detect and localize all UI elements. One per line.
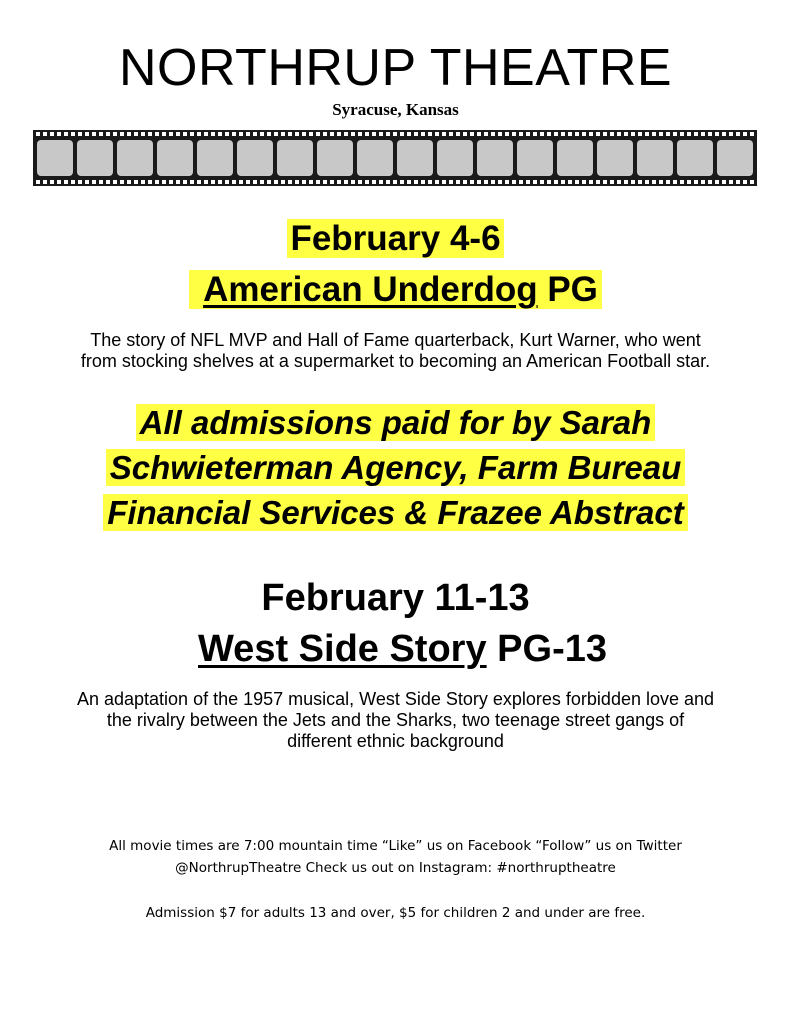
movie-2-description-line: An adaptation of the 1957 musical, West Side Story explores forbidden love and — [76, 689, 715, 709]
movie-1-dates — [0, 215, 791, 263]
film-frame — [597, 140, 633, 176]
movie-1-rating: PG — [547, 270, 598, 309]
movie-2-dates: February 11-13 — [261, 577, 530, 619]
film-frame — [277, 140, 313, 176]
film-frame — [677, 140, 713, 176]
movie-2-description-line: different ethnic background — [287, 731, 504, 751]
film-frame — [37, 140, 73, 176]
footer-social-handles: @NorthrupTheatre Check us out on Instagram: #northruptheatre — [175, 860, 616, 876]
movie-1-dates-text: February 4-6 — [287, 219, 503, 258]
film-strip-icon — [33, 130, 757, 186]
film-frame — [557, 140, 593, 176]
sponsor-line: Financial Services & Frazee Abstract — [103, 494, 688, 531]
page-title: NORTHRUP THEATRE — [118, 39, 673, 97]
movie-1-description — [20, 330, 771, 372]
footer-times-social: All movie times are 7:00 mountain time “Like” us on Facebook “Follow” us on Twitter — [109, 838, 682, 854]
film-frame — [237, 140, 273, 176]
movie-1-heading-highlight — [189, 270, 602, 309]
movie-1-heading — [0, 266, 791, 314]
sponsor-line: Schwieterman Agency, Farm Bureau — [106, 449, 686, 486]
film-frame — [517, 140, 553, 176]
film-frame — [157, 140, 193, 176]
film-frame — [357, 140, 393, 176]
film-frame — [477, 140, 513, 176]
film-frame — [717, 140, 753, 176]
movie-2-title: West Side Story — [198, 628, 487, 670]
sponsor-notice — [0, 400, 791, 535]
film-frame — [397, 140, 433, 176]
movie-2-description-line: the rivalry between the Jets and the Sharks, two teenage street gangs of — [106, 710, 685, 730]
film-frame — [437, 140, 473, 176]
sponsor-line: All admissions paid for by Sarah — [136, 404, 656, 441]
movie-2-rating: PG-13 — [497, 628, 607, 670]
film-frame — [197, 140, 233, 176]
footer-info — [0, 835, 791, 879]
movie-1-description-line: from stocking shelves at a supermarket to becoming an American Football star. — [80, 351, 711, 371]
movie-1-description-line: The story of NFL MVP and Hall of Fame quarterback, Kurt Warner, who went — [90, 330, 701, 350]
location-subtitle: Syracuse, Kansas — [332, 100, 459, 119]
movie-1-title: American Underdog — [203, 270, 538, 309]
film-frame — [77, 140, 113, 176]
movie-2-heading — [0, 624, 791, 674]
film-frame — [317, 140, 353, 176]
footer-admission: Admission $7 for adults 13 and over, $5 for children 2 and under are free. — [145, 905, 646, 921]
film-frame — [117, 140, 153, 176]
movie-2-description — [20, 689, 771, 752]
film-frame — [637, 140, 673, 176]
